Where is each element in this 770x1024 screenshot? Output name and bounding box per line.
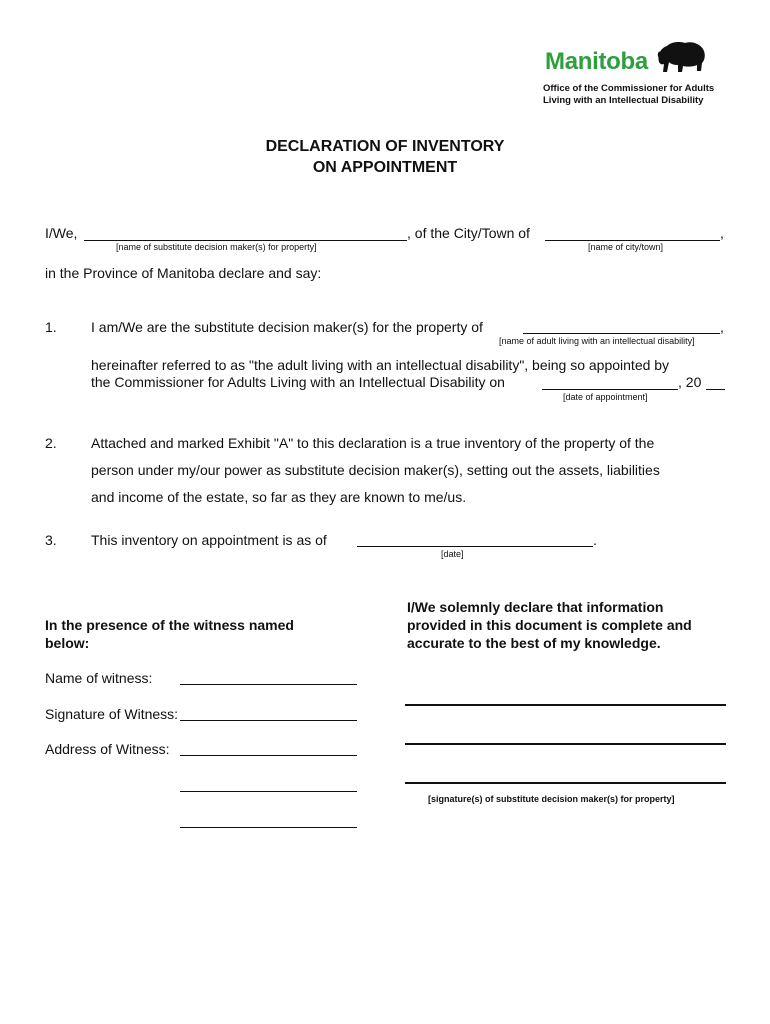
intro-line-2: in the Province of Manitoba declare and say: bbox=[45, 265, 322, 281]
item-1-number: 1. bbox=[45, 319, 57, 335]
manitoba-logo-text: Manitoba bbox=[545, 48, 648, 75]
item-1-line-3: the Commissioner for Adults Living with an Intellectual Disability on bbox=[91, 374, 505, 390]
appointment-year-field[interactable] bbox=[706, 389, 725, 390]
witness-address-field-1[interactable] bbox=[180, 755, 357, 756]
signature-field-2[interactable] bbox=[405, 743, 726, 745]
bison-logo-icon bbox=[655, 40, 707, 74]
substitute-name-field[interactable] bbox=[84, 240, 407, 241]
declaration-line-1: I/We solemnly declare that information bbox=[407, 599, 664, 615]
witness-name-label: Name of witness: bbox=[45, 670, 153, 686]
item-1-line-3-end: , 20 bbox=[678, 374, 702, 390]
witness-heading-line-2: below: bbox=[45, 635, 90, 651]
item-2-line-2: person under my/our power as substitute decision maker(s), setting out the assets, liabilities bbox=[91, 462, 660, 478]
item-2-number: 2. bbox=[45, 435, 57, 451]
inventory-date-field[interactable] bbox=[357, 546, 593, 547]
office-line-2: Living with an Intellectual Disability bbox=[543, 95, 704, 106]
document-title-line-1: DECLARATION OF INVENTORY bbox=[265, 138, 505, 155]
declaration-line-2: provided in this document is complete and bbox=[407, 617, 692, 633]
item-3-line-1-end: . bbox=[593, 532, 597, 548]
document-title-line-2: ON APPOINTMENT bbox=[312, 159, 458, 176]
caption-appointment-date: [date of appointment] bbox=[563, 392, 648, 402]
witness-signature-field[interactable] bbox=[180, 720, 357, 721]
item-1-line-2: hereinafter referred to as "the adult living with an intellectual disability", being so appointed by bbox=[91, 357, 670, 373]
intro-lead: I/We, bbox=[45, 225, 78, 241]
caption-substitute-name: [name of substitute decision maker(s) for property] bbox=[116, 242, 317, 252]
city-town-field[interactable] bbox=[545, 240, 720, 241]
signature-field-1[interactable] bbox=[405, 704, 726, 706]
item-1-line-1: I am/We are the substitute decision maker(s) for the property of bbox=[91, 319, 483, 335]
item-2-line-1: Attached and marked Exhibit "A" to this declaration is a true inventory of the property of the bbox=[91, 435, 655, 451]
witness-address-label: Address of Witness: bbox=[45, 741, 170, 757]
caption-inventory-date: [date] bbox=[441, 549, 464, 559]
item-1-line-1-end: , bbox=[720, 319, 724, 335]
declaration-line-3: accurate to the best of my knowledge. bbox=[407, 635, 661, 651]
appointment-date-field[interactable] bbox=[542, 389, 678, 390]
caption-city-town: [name of city/town] bbox=[588, 242, 664, 252]
item-2-line-3: and income of the estate, so far as they are known to me/us. bbox=[91, 489, 467, 505]
office-line-1: Office of the Commissioner for Adults bbox=[543, 83, 715, 94]
witness-heading-line-1: In the presence of the witness named bbox=[45, 617, 294, 633]
witness-address-field-3[interactable] bbox=[180, 827, 357, 828]
intro-end: , bbox=[720, 225, 724, 241]
item-3-number: 3. bbox=[45, 532, 57, 548]
intro-mid: , of the City/Town of bbox=[407, 225, 530, 241]
item-3-line-1: This inventory on appointment is as of bbox=[91, 532, 327, 548]
caption-adult-name: [name of adult living with an intellectual disability] bbox=[499, 336, 695, 346]
signature-field-3[interactable] bbox=[405, 782, 726, 784]
witness-name-field[interactable] bbox=[180, 684, 357, 685]
witness-address-field-2[interactable] bbox=[180, 791, 357, 792]
caption-signature: [signature(s) of substitute decision maker(s) for property] bbox=[428, 794, 675, 804]
witness-signature-label: Signature of Witness: bbox=[45, 706, 179, 722]
adult-name-field[interactable] bbox=[523, 333, 720, 334]
